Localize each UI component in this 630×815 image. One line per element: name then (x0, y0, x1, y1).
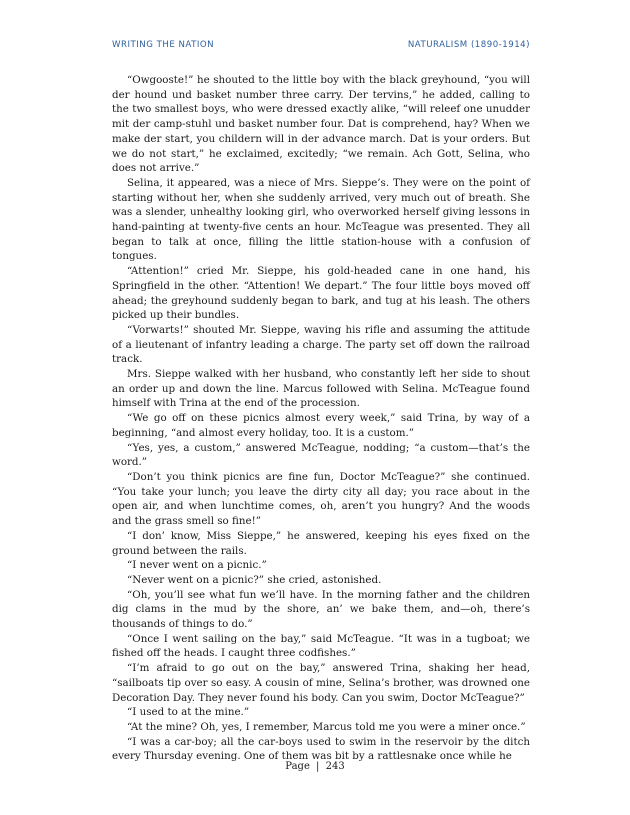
page-number: 243 (325, 761, 345, 772)
page-label: Page (285, 761, 310, 772)
paragraph: “Oh, you’ll see what fun we’ll have. In the morning father and the children dig clams in the mud by the shore, an’ we bake them, and—oh, there’s thousands of things to do.” (112, 588, 530, 631)
paragraph: Selina, it appeared, was a niece of Mrs. Sieppe’s. They were on the point of starting without her, when she suddenly arrived, very much out of breath. She was a slender, unhealthy looking girl, who overworked herself giving lessons in hand-painting at twenty-five cents an hour. McTeague was presented. They all began to talk at once, filling the little station-house with a confusion of tongues. (112, 176, 530, 263)
paragraph: “Vorwarts!” shouted Mr. Sieppe, waving his rifle and assuming the attitude of a lieutenant of infantry leading a charge. The party set off down the railroad track. (112, 323, 530, 366)
header-section-title: NATURALISM (1890-1914) (407, 40, 530, 50)
page-footer (0, 761, 630, 772)
paragraph: “Owgooste!” he shouted to the little boy with the black greyhound, “you will der hound und basket number three carry. Der tervins,” he added, calling to the two smallest boys, who were dressed exactly alike, “will releef one unudder mit der camp-stuhl und basket number four. Dat is comprehend, hay? When we make der start, you childern will in der advance march. Dat is your orders. But we do not start,” he exclaimed, excitedly; “we remain. Ach Gott, Selina, who does not arrive.” (112, 74, 530, 175)
paragraph: “Once I went sailing on the bay,” said McTeague. “It was in a tugboat; we fished off the heads. I caught three codfishes.” (112, 632, 530, 660)
paragraph: “Never went on a picnic?” she cried, astonished. (127, 573, 382, 586)
running-header (112, 40, 530, 54)
paragraph: “I was a car-boy; all the car-boys used to swim in the reservoir by the ditch every Thursday evening. One of them was bit by a rattlesnake once while he (112, 735, 530, 763)
paragraph: “I don’ know, Miss Sieppe,” he answered, keeping his eyes fixed on the ground between the rails. (112, 529, 530, 557)
paragraph: “I never went on a picnic.” (127, 559, 267, 572)
header-book-title: WRITING THE NATION (112, 40, 215, 50)
paragraph: “We go off on these picnics almost every week,” said Trina, by way of a beginning, “and almost every holiday, too. It is a custom.” (112, 412, 530, 439)
paragraph: “Attention!” cried Mr. Sieppe, his gold-headed cane in one hand, his Springfield in the other. “Attention! We depart.” The four little boys moved off ahead; the greyhound suddenly began to bark, and tug at his leash. The others picked up their bundles. (112, 265, 530, 322)
paragraph: “Yes, yes, a custom,” answered McTeague, nodding; “a custom—that’s the word.” (112, 441, 530, 469)
body-text (112, 73, 530, 764)
paragraph: “At the mine? Oh, yes, I remember, Marcus told me you were a miner once.” (127, 720, 526, 733)
paragraph: “I used to at the mine.” (127, 706, 250, 719)
paragraph: Mrs. Sieppe walked with her husband, who constantly left her side to shout an order up and down the line. Marcus followed with Selina. McTeague found himself with Trina at the end of the procession. (112, 368, 530, 410)
paragraph: “Don’t you think picnics are fine fun, Doctor McTeague?” she continued. “You take your lunch; you leave the dirty city all day; you race about in the open air, and when lunchtime comes, oh, aren’t you hungry? And the woods and the grass smell so fine!” (112, 470, 530, 528)
page-separator: | (316, 761, 320, 772)
paragraph: “I’m afraid to go out on the bay,” answered Trina, shaking her head, “sailboats tip over so easy. A cousin of mine, Selina’s brother, was drowned one Decoration Day. They never found his body. Can you swim, Doctor McTeague?” (112, 662, 530, 704)
